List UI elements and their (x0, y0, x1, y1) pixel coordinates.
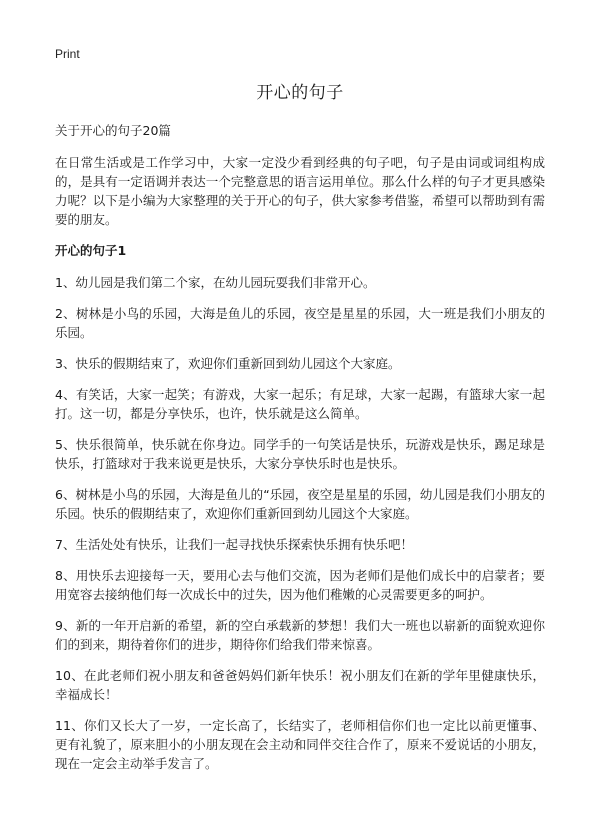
page-title: 开心的句子 (256, 83, 344, 103)
sentence-item: 8、用快乐去迎接每一天，要用心去与他们交流，因为老师们是他们成长中的启蒙者；要用宽容去接纳他们每一次成长中的过失，因为他们稚嫩的心灵需要更多的呵护。 (55, 568, 545, 602)
sentence-item: 3、快乐的假期结束了，欢迎你们重新回到幼儿园这个大家庭。 (55, 356, 401, 371)
sentence-item: 10、在此老师们祝小朋友和爸爸妈妈们新年快乐！祝小朋友们在新的学年里健康快乐，幸福成长！ (55, 668, 545, 702)
sentence-item: 9、新的一年开启新的希望，新的空白承载新的梦想！我们大一班也以崭新的面貌欢迎你们的到来，期待着你们的进步，期待你们给我们带来惊喜。 (55, 618, 545, 652)
sentence-item: 11、你们又长大了一岁，一定长高了，长结实了，老师相信你们也一定比以前更懂事、更有礼貌了，原来胆小的小朋友现在会主动和同伴交往合作了，原来不爱说话的小朋友，现在一定会主动举手发言了。 (55, 718, 545, 771)
section-heading: 开心的句子1 (55, 243, 127, 258)
sentence-item: 6、树林是小鸟的乐园，大海是鱼儿的“乐园，夜空是星星的乐园，幼儿园是我们小朋友的乐园。快乐的假期结束了，欢迎你们重新回到幼儿园这个大家庭。 (55, 487, 545, 521)
sentence-item: 2、树林是小鸟的乐园，大海是鱼儿的乐园，夜空是星星的乐园，大一班是我们小朋友的乐园。 (55, 306, 545, 340)
sentence-item: 7、生活处处有快乐，让我们一起寻找快乐探索快乐拥有快乐吧！ (55, 537, 413, 552)
sentence-item: 4、有笑话，大家一起笑；有游戏，大家一起乐；有足球，大家一起踢，有篮球大家一起打。这一切，都是分享快乐，也许，快乐就是这么简单。 (55, 387, 545, 421)
sentence-item: 1、幼儿园是我们第二个家，在幼儿园玩耍我们非常开心。 (55, 275, 376, 290)
document-body (55, 78, 545, 785)
sentence-item: 5、快乐很简单，快乐就在你身边。同学手的一句笑话是快乐，玩游戏是快乐，踢足球是快乐，打篮球对于我来说更是快乐，大家分享快乐时也是快乐。 (55, 437, 545, 471)
document-subtitle: 关于开心的句子20篇 (55, 123, 171, 138)
print-link[interactable]: Print (55, 47, 80, 61)
intro-paragraph: 在日常生活或是工作学习中，大家一定没少看到经典的句子吧，句子是由词或词组构成的，是具有一定语调并表达一个完整意思的语言运用单位。那么什么样的句子才更具感染力呢？以下是小编为大家整理的关于开心的句子，供大家参考借鉴，希望可以帮助到有需要的朋友。 (55, 155, 545, 227)
